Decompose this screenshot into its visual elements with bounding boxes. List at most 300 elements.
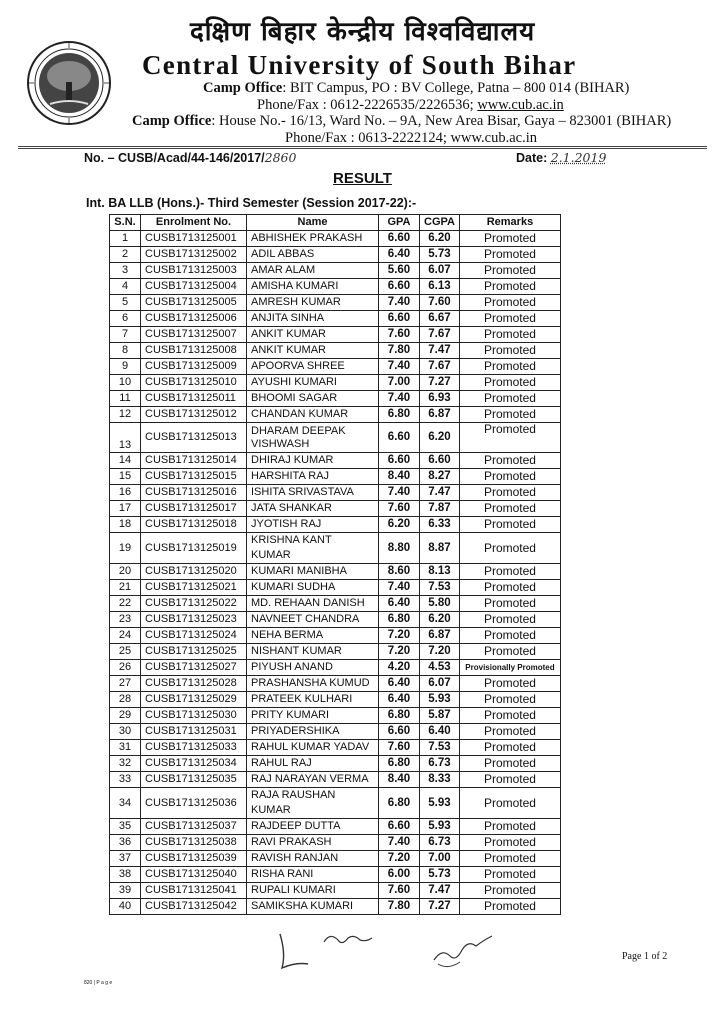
cell-name: JATA SHANKAR xyxy=(247,501,379,517)
cell-name: ANKIT KUMAR xyxy=(247,327,379,343)
cell-gpa: 6.40 xyxy=(379,596,420,612)
result-heading: RESULT xyxy=(333,170,392,187)
cell-remarks: Promoted xyxy=(459,612,560,628)
cell-enrolment: CUSB1713125036 xyxy=(141,788,247,819)
cell-sn: 13 xyxy=(110,423,141,453)
cell-enrolment: CUSB1713125011 xyxy=(141,391,247,407)
cell-enrolment: CUSB1713125033 xyxy=(141,740,247,756)
cell-gpa: 7.80 xyxy=(379,343,420,359)
cell-enrolment: CUSB1713125008 xyxy=(141,343,247,359)
col-sn: S.N. xyxy=(110,215,141,231)
cell-sn: 10 xyxy=(110,375,141,391)
cell-enrolment: CUSB1713125031 xyxy=(141,724,247,740)
cell-enrolment: CUSB1713125014 xyxy=(141,453,247,469)
cell-cgpa: 6.73 xyxy=(420,756,460,772)
cell-name: DHARAM DEEPAK VISHWASH xyxy=(247,423,379,453)
cell-cgpa: 7.27 xyxy=(420,375,460,391)
cell-name: ABHISHEK PRAKASH xyxy=(247,231,379,247)
cell-remarks: Promoted xyxy=(459,231,560,247)
table-row xyxy=(110,851,561,867)
cell-name: PIYUSH ANAND xyxy=(247,660,379,676)
cell-sn: 24 xyxy=(110,628,141,644)
cell-enrolment: CUSB1713125022 xyxy=(141,596,247,612)
cell-cgpa: 6.33 xyxy=(420,517,460,533)
cell-remarks: Promoted xyxy=(459,676,560,692)
cell-remarks: Promoted xyxy=(459,533,560,564)
cell-sn: 26 xyxy=(110,660,141,676)
cell-remarks: Promoted xyxy=(459,867,560,883)
cell-gpa: 7.60 xyxy=(379,327,420,343)
cell-enrolment: CUSB1713125027 xyxy=(141,660,247,676)
cell-remarks: Promoted xyxy=(459,343,560,359)
cell-gpa: 6.80 xyxy=(379,708,420,724)
table-row xyxy=(110,819,561,835)
cell-enrolment: CUSB1713125019 xyxy=(141,533,247,564)
cell-name: RAVI PRAKASH xyxy=(247,835,379,851)
cell-cgpa: 6.13 xyxy=(420,279,460,295)
cell-enrolment: CUSB1713125034 xyxy=(141,756,247,772)
cell-enrolment: CUSB1713125025 xyxy=(141,644,247,660)
table-row xyxy=(110,612,561,628)
table-row xyxy=(110,756,561,772)
cell-cgpa: 8.33 xyxy=(420,772,460,788)
cell-enrolment: CUSB1713125042 xyxy=(141,899,247,915)
cell-gpa: 7.40 xyxy=(379,359,420,375)
cell-sn: 9 xyxy=(110,359,141,375)
cell-sn: 34 xyxy=(110,788,141,819)
cell-name: ADIL ABBAS xyxy=(247,247,379,263)
cell-enrolment: CUSB1713125004 xyxy=(141,279,247,295)
cell-name: NAVNEET CHANDRA xyxy=(247,612,379,628)
col-name: Name xyxy=(247,215,379,231)
cell-gpa: 6.60 xyxy=(379,423,420,453)
cell-enrolment: CUSB1713125015 xyxy=(141,469,247,485)
cell-gpa: 8.40 xyxy=(379,772,420,788)
cell-gpa: 6.60 xyxy=(379,279,420,295)
cell-enrolment: CUSB1713125021 xyxy=(141,580,247,596)
cell-cgpa: 7.67 xyxy=(420,359,460,375)
page-footer-small: 820 | P a g e xyxy=(84,980,113,986)
signature-2 xyxy=(428,930,498,972)
cell-cgpa: 7.60 xyxy=(420,295,460,311)
cell-name: DHIRAJ KUMAR xyxy=(247,453,379,469)
cell-remarks: Promoted xyxy=(459,756,560,772)
cell-cgpa: 6.07 xyxy=(420,676,460,692)
cell-cgpa: 5.80 xyxy=(420,596,460,612)
cell-name: ISHITA SRIVASTAVA xyxy=(247,485,379,501)
cell-enrolment: CUSB1713125024 xyxy=(141,628,247,644)
cell-remarks: Promoted xyxy=(459,788,560,819)
cell-sn: 30 xyxy=(110,724,141,740)
cell-remarks: Promoted xyxy=(459,375,560,391)
cell-name: PRITY KUMARI xyxy=(247,708,379,724)
cell-remarks: Promoted xyxy=(459,469,560,485)
cell-name: PRIYADERSHIKA xyxy=(247,724,379,740)
cell-enrolment: CUSB1713125017 xyxy=(141,501,247,517)
cell-name: RAHUL RAJ xyxy=(247,756,379,772)
table-row xyxy=(110,407,561,423)
cell-gpa: 6.20 xyxy=(379,517,420,533)
cell-enrolment: CUSB1713125010 xyxy=(141,375,247,391)
cell-gpa: 7.40 xyxy=(379,835,420,851)
cell-sn: 22 xyxy=(110,596,141,612)
header-divider xyxy=(18,146,707,149)
cell-cgpa: 6.87 xyxy=(420,628,460,644)
cell-cgpa: 8.13 xyxy=(420,564,460,580)
cell-cgpa: 5.73 xyxy=(420,247,460,263)
table-row xyxy=(110,343,561,359)
cell-name: SAMIKSHA KUMARI xyxy=(247,899,379,915)
cell-cgpa: 7.47 xyxy=(420,883,460,899)
cell-name: RAJ NARAYAN VERMA xyxy=(247,772,379,788)
cell-gpa: 6.40 xyxy=(379,692,420,708)
cell-gpa: 7.00 xyxy=(379,375,420,391)
cell-name: ANKIT KUMAR xyxy=(247,343,379,359)
cell-sn: 5 xyxy=(110,295,141,311)
cell-enrolment: CUSB1713125029 xyxy=(141,692,247,708)
table-row xyxy=(110,644,561,660)
cell-remarks: Promoted xyxy=(459,628,560,644)
cell-remarks: Promoted xyxy=(459,692,560,708)
cell-name: KUMARI SUDHA xyxy=(247,580,379,596)
cell-cgpa: 8.27 xyxy=(420,469,460,485)
cell-cgpa: 5.87 xyxy=(420,708,460,724)
cell-name: AYUSHI KUMARI xyxy=(247,375,379,391)
cell-gpa: 7.20 xyxy=(379,644,420,660)
cell-cgpa: 7.53 xyxy=(420,580,460,596)
table-header-row xyxy=(110,215,561,231)
cell-cgpa: 6.60 xyxy=(420,453,460,469)
cell-cgpa: 6.67 xyxy=(420,311,460,327)
signature-1 xyxy=(268,928,378,974)
cell-name: KUMARI MANIBHA xyxy=(247,564,379,580)
table-row xyxy=(110,359,561,375)
col-enrolment: Enrolment No. xyxy=(141,215,247,231)
cell-sn: 12 xyxy=(110,407,141,423)
cell-name: RAHUL KUMAR YADAV xyxy=(247,740,379,756)
cell-cgpa: 5.93 xyxy=(420,692,460,708)
cell-remarks: Promoted xyxy=(459,708,560,724)
university-logo xyxy=(26,40,112,126)
camp-office-1-address: Camp Office: BIT Campus, PO : BV College, Patna – 800 014 (BIHAR) xyxy=(203,80,630,96)
cell-gpa: 7.20 xyxy=(379,628,420,644)
cell-enrolment: CUSB1713125007 xyxy=(141,327,247,343)
cell-gpa: 7.40 xyxy=(379,485,420,501)
table-row xyxy=(110,391,561,407)
cell-name: KRISHNA KANT KUMAR xyxy=(247,533,379,564)
cell-cgpa: 7.47 xyxy=(420,343,460,359)
cell-name: BHOOMI SAGAR xyxy=(247,391,379,407)
cell-gpa: 7.60 xyxy=(379,740,420,756)
cell-remarks: Promoted xyxy=(459,311,560,327)
cell-enrolment: CUSB1713125016 xyxy=(141,485,247,501)
table-row xyxy=(110,628,561,644)
document-date: Date: 2.1.2019 xyxy=(516,150,607,165)
cell-cgpa: 6.87 xyxy=(420,407,460,423)
cell-cgpa: 6.20 xyxy=(420,231,460,247)
cell-remarks: Promoted xyxy=(459,517,560,533)
cell-sn: 39 xyxy=(110,883,141,899)
table-row xyxy=(110,279,561,295)
table-row xyxy=(110,485,561,501)
cell-name: ANJITA SINHA xyxy=(247,311,379,327)
cell-gpa: 6.80 xyxy=(379,407,420,423)
cell-cgpa: 6.20 xyxy=(420,423,460,453)
course-title: Int. BA LLB (Hons.)- Third Semester (Session 2017-22):- xyxy=(86,196,417,210)
cell-gpa: 6.80 xyxy=(379,788,420,819)
cell-enrolment: CUSB1713125001 xyxy=(141,231,247,247)
table-row xyxy=(110,724,561,740)
cell-sn: 32 xyxy=(110,756,141,772)
cell-gpa: 6.60 xyxy=(379,453,420,469)
cell-enrolment: CUSB1713125023 xyxy=(141,612,247,628)
cell-remarks: Promoted xyxy=(459,740,560,756)
table-row xyxy=(110,676,561,692)
cell-enrolment: CUSB1713125028 xyxy=(141,676,247,692)
cell-sn: 27 xyxy=(110,676,141,692)
cell-gpa: 8.60 xyxy=(379,564,420,580)
cell-sn: 20 xyxy=(110,564,141,580)
cell-cgpa: 6.07 xyxy=(420,263,460,279)
cell-remarks: Promoted xyxy=(459,835,560,851)
cell-gpa: 6.40 xyxy=(379,247,420,263)
cell-sn: 11 xyxy=(110,391,141,407)
cell-sn: 19 xyxy=(110,533,141,564)
cell-sn: 4 xyxy=(110,279,141,295)
table-row xyxy=(110,788,561,819)
cell-gpa: 6.80 xyxy=(379,756,420,772)
cell-gpa: 7.80 xyxy=(379,899,420,915)
cell-cgpa: 7.27 xyxy=(420,899,460,915)
table-row xyxy=(110,835,561,851)
result-table xyxy=(109,214,561,915)
cell-name: RUPALI KUMARI xyxy=(247,883,379,899)
cell-remarks: Promoted xyxy=(459,263,560,279)
cell-enrolment: CUSB1713125038 xyxy=(141,835,247,851)
cell-gpa: 6.80 xyxy=(379,612,420,628)
university-name-hindi: दक्षिण बिहार केन्द्रीय विश्वविद्यालय xyxy=(190,17,536,47)
cell-remarks: Promoted xyxy=(459,391,560,407)
cell-remarks: Promoted xyxy=(459,247,560,263)
cell-gpa: 7.20 xyxy=(379,851,420,867)
cell-name: PRASHANSHA KUMUD xyxy=(247,676,379,692)
cell-cgpa: 6.40 xyxy=(420,724,460,740)
cell-gpa: 8.40 xyxy=(379,469,420,485)
table-row xyxy=(110,533,561,564)
cell-gpa: 7.60 xyxy=(379,883,420,899)
col-gpa: GPA xyxy=(379,215,420,231)
table-row xyxy=(110,660,561,676)
cell-sn: 18 xyxy=(110,517,141,533)
cell-remarks: Promoted xyxy=(459,359,560,375)
cell-sn: 16 xyxy=(110,485,141,501)
website-link[interactable]: www.cub.ac.in xyxy=(477,97,564,113)
cell-remarks: Promoted xyxy=(459,453,560,469)
cell-gpa: 4.20 xyxy=(379,660,420,676)
cell-sn: 40 xyxy=(110,899,141,915)
table-row xyxy=(110,453,561,469)
cell-sn: 17 xyxy=(110,501,141,517)
table-row xyxy=(110,740,561,756)
cell-enrolment: CUSB1713125018 xyxy=(141,517,247,533)
cell-name: MD. REHAAN DANISH xyxy=(247,596,379,612)
cell-enrolment: CUSB1713125039 xyxy=(141,851,247,867)
cell-sn: 37 xyxy=(110,851,141,867)
cell-name: JYOTISH RAJ xyxy=(247,517,379,533)
cell-enrolment: CUSB1713125035 xyxy=(141,772,247,788)
cell-enrolment: CUSB1713125041 xyxy=(141,883,247,899)
cell-gpa: 8.80 xyxy=(379,533,420,564)
camp-office-2-address: Camp Office: House No.- 16/13, Ward No. – 9A, New Area Bisar, Gaya – 823001 (BIHAR) xyxy=(132,113,672,129)
table-row xyxy=(110,311,561,327)
cell-gpa: 6.60 xyxy=(379,311,420,327)
cell-name: NISHANT KUMAR xyxy=(247,644,379,660)
table-row xyxy=(110,867,561,883)
table-row xyxy=(110,327,561,343)
cell-remarks: Promoted xyxy=(459,423,560,453)
cell-sn: 33 xyxy=(110,772,141,788)
table-row xyxy=(110,423,561,453)
cell-gpa: 6.60 xyxy=(379,231,420,247)
cell-enrolment: CUSB1713125040 xyxy=(141,867,247,883)
cell-name: RAJA RAUSHAN KUMAR xyxy=(247,788,379,819)
table-row xyxy=(110,375,561,391)
reference-number: No. – CUSB/Acad/44-146/2017/2860 xyxy=(84,150,297,165)
cell-sn: 1 xyxy=(110,231,141,247)
cell-remarks: Promoted xyxy=(459,295,560,311)
table-row xyxy=(110,692,561,708)
cell-name: APOORVA SHREE xyxy=(247,359,379,375)
cell-cgpa: 7.47 xyxy=(420,485,460,501)
cell-enrolment: CUSB1713125013 xyxy=(141,423,247,453)
cell-enrolment: CUSB1713125009 xyxy=(141,359,247,375)
table-row xyxy=(110,772,561,788)
cell-remarks: Promoted xyxy=(459,327,560,343)
cell-remarks: Promoted xyxy=(459,819,560,835)
table-row xyxy=(110,883,561,899)
table-row xyxy=(110,899,561,915)
table-row xyxy=(110,501,561,517)
cell-cgpa: 5.93 xyxy=(420,819,460,835)
cell-name: PRATEEK KULHARI xyxy=(247,692,379,708)
cell-remarks: Promoted xyxy=(459,407,560,423)
cell-cgpa: 7.67 xyxy=(420,327,460,343)
cell-cgpa: 7.87 xyxy=(420,501,460,517)
cell-sn: 28 xyxy=(110,692,141,708)
cell-name: RISHA RANI xyxy=(247,867,379,883)
cell-gpa: 7.40 xyxy=(379,580,420,596)
cell-enrolment: CUSB1713125006 xyxy=(141,311,247,327)
cell-cgpa: 6.20 xyxy=(420,612,460,628)
cell-sn: 8 xyxy=(110,343,141,359)
cell-sn: 21 xyxy=(110,580,141,596)
cell-name: CHANDAN KUMAR xyxy=(247,407,379,423)
cell-sn: 14 xyxy=(110,453,141,469)
cell-cgpa: 7.53 xyxy=(420,740,460,756)
cell-sn: 38 xyxy=(110,867,141,883)
cell-name: AMAR ALAM xyxy=(247,263,379,279)
table-row xyxy=(110,231,561,247)
cell-gpa: 6.60 xyxy=(379,819,420,835)
table-row xyxy=(110,517,561,533)
cell-cgpa: 5.73 xyxy=(420,867,460,883)
cell-remarks: Promoted xyxy=(459,501,560,517)
cell-sn: 29 xyxy=(110,708,141,724)
cell-cgpa: 8.87 xyxy=(420,533,460,564)
cell-gpa: 7.40 xyxy=(379,391,420,407)
cell-sn: 7 xyxy=(110,327,141,343)
cell-cgpa: 6.93 xyxy=(420,391,460,407)
cell-gpa: 6.60 xyxy=(379,724,420,740)
cell-sn: 25 xyxy=(110,644,141,660)
page-number: Page 1 of 2 xyxy=(622,951,668,962)
table-row xyxy=(110,596,561,612)
cell-remarks: Promoted xyxy=(459,485,560,501)
cell-cgpa: 5.93 xyxy=(420,788,460,819)
cell-name: RAJDEEP DUTTA xyxy=(247,819,379,835)
cell-remarks: Promoted xyxy=(459,596,560,612)
table-row xyxy=(110,564,561,580)
col-cgpa: CGPA xyxy=(420,215,460,231)
table-row xyxy=(110,247,561,263)
cell-remarks: Promoted xyxy=(459,279,560,295)
cell-remarks: Provisionally Promoted xyxy=(459,660,560,676)
table-row xyxy=(110,708,561,724)
cell-gpa: 6.40 xyxy=(379,676,420,692)
cell-enrolment: CUSB1713125003 xyxy=(141,263,247,279)
cell-gpa: 7.40 xyxy=(379,295,420,311)
cell-sn: 23 xyxy=(110,612,141,628)
cell-enrolment: CUSB1713125037 xyxy=(141,819,247,835)
cell-enrolment: CUSB1713125012 xyxy=(141,407,247,423)
cell-gpa: 6.00 xyxy=(379,867,420,883)
table-row xyxy=(110,295,561,311)
cell-remarks: Promoted xyxy=(459,644,560,660)
cell-sn: 35 xyxy=(110,819,141,835)
camp-office-1-phone: Phone/Fax : 0612-2226535/2226536; www.cub.ac.in xyxy=(257,97,564,113)
col-remarks: Remarks xyxy=(459,215,560,231)
cell-remarks: Promoted xyxy=(459,580,560,596)
cell-sn: 3 xyxy=(110,263,141,279)
cell-enrolment: CUSB1713125020 xyxy=(141,564,247,580)
cell-remarks: Promoted xyxy=(459,899,560,915)
cell-cgpa: 7.00 xyxy=(420,851,460,867)
cell-sn: 2 xyxy=(110,247,141,263)
cell-sn: 6 xyxy=(110,311,141,327)
camp-office-2-phone: Phone/Fax : 0613-2222124; www.cub.ac.in xyxy=(285,130,537,146)
table-row xyxy=(110,263,561,279)
cell-gpa: 5.60 xyxy=(379,263,420,279)
cell-name: RAVISH RANJAN xyxy=(247,851,379,867)
cell-sn: 36 xyxy=(110,835,141,851)
cell-remarks: Promoted xyxy=(459,564,560,580)
cell-name: HARSHITA RAJ xyxy=(247,469,379,485)
cell-cgpa: 4.53 xyxy=(420,660,460,676)
table-row xyxy=(110,580,561,596)
cell-remarks: Promoted xyxy=(459,883,560,899)
cell-cgpa: 7.20 xyxy=(420,644,460,660)
cell-remarks: Promoted xyxy=(459,851,560,867)
cell-cgpa: 6.73 xyxy=(420,835,460,851)
cell-name: NEHA BERMA xyxy=(247,628,379,644)
table-row xyxy=(110,469,561,485)
cell-remarks: Promoted xyxy=(459,724,560,740)
cell-enrolment: CUSB1713125005 xyxy=(141,295,247,311)
cell-remarks: Promoted xyxy=(459,772,560,788)
cell-sn: 31 xyxy=(110,740,141,756)
cell-enrolment: CUSB1713125002 xyxy=(141,247,247,263)
cell-sn: 15 xyxy=(110,469,141,485)
